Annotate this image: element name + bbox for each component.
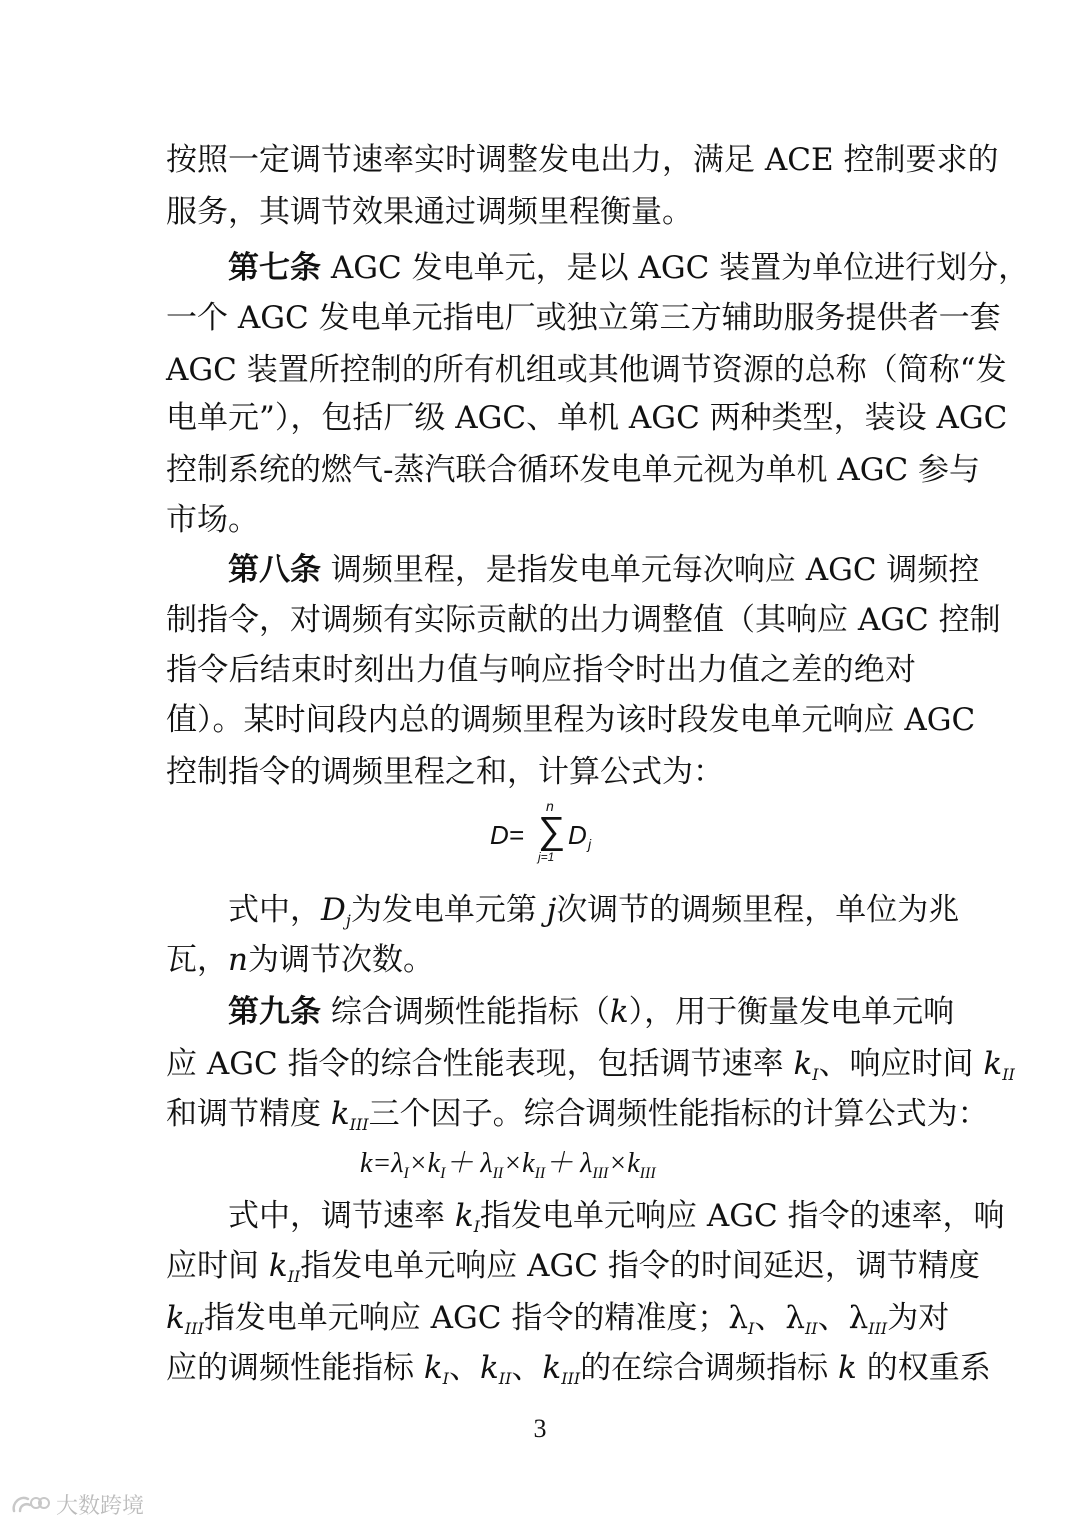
var-n: n (228, 942, 248, 978)
formula-part: ×k (503, 1148, 535, 1179)
article-9-line-2 (166, 1044, 1015, 1095)
article-7-label: 第七条 (228, 250, 321, 286)
text-line: 按照一定调节速率实时调整发电出力，满足 ACE 控制要求的 (166, 142, 999, 178)
subscript: III (561, 1369, 581, 1388)
separator: 、 (511, 1350, 543, 1386)
text-span: 调频里程，是指发电单元每次响应 AGC 调频控 (330, 552, 980, 588)
text-line: 一个 AGC 发电单元指电厂或独立第三方辅助服务提供者一套 (166, 300, 1001, 336)
watermark-text: 大数跨境 (56, 1493, 145, 1519)
subscript: II (534, 1165, 546, 1182)
subscript: III (184, 1319, 204, 1338)
var-d-subscript: j (345, 911, 351, 930)
text-line: 控制系统的燃气-蒸汽联合循环发电单元视为单机 AGC 参与 (166, 452, 981, 488)
article-9-line-3 (166, 1094, 989, 1145)
separator: 、 (448, 1350, 480, 1386)
sum-lower-limit: j=1 (538, 850, 555, 864)
var-d: D (321, 892, 346, 928)
subscript: II (1002, 1065, 1015, 1084)
var-k: k (166, 1300, 185, 1336)
text-span: 式中，调节速率 (228, 1198, 455, 1234)
text-span: 应的调频性能指标 (166, 1350, 424, 1386)
definition-2-line-2 (166, 1246, 980, 1297)
subscript: I (812, 1065, 819, 1084)
var-j: j (546, 892, 557, 928)
text-span: 三个因子。综合调频性能指标的计算公式为： (368, 1096, 989, 1132)
text-line: 制指令，对调频有实际贡献的出力调整值（其响应 AGC 控制 (166, 602, 1001, 638)
lambda-symbol: λ (785, 1300, 805, 1336)
watermark-logo-icon (10, 1491, 50, 1517)
var-k: k (838, 1350, 857, 1386)
subscript: III (868, 1319, 888, 1338)
text-span: 瓦， (166, 942, 228, 978)
text-span: 式中， (228, 892, 321, 928)
text-span: 指发电单元响应 AGC 指令的速率，响 (479, 1198, 1005, 1234)
subscript: II (498, 1369, 512, 1388)
var-k: k (423, 1350, 443, 1386)
watermark (10, 1488, 144, 1520)
subscript: II (492, 1165, 504, 1182)
text-span: 次调节的调频里程，单位为兆 (556, 892, 960, 928)
subscript: I (473, 1217, 480, 1236)
text-span: 的权重系 (856, 1350, 991, 1386)
lambda-symbol: λ (728, 1300, 748, 1336)
subscript: I (442, 1369, 449, 1388)
text-span: 为对 (887, 1300, 950, 1336)
subscript: III (592, 1165, 609, 1182)
sum-term: D (568, 820, 587, 850)
lambda-symbol: λ (848, 1300, 869, 1336)
formula-part: ＋ λ (445, 1148, 493, 1179)
article-7-first-line (228, 248, 1030, 288)
text-span: ），用于衡量发电单元响 (628, 994, 955, 1030)
text-line: AGC 装置所控制的所有机组或其他调节资源的总称（简称“发 (166, 352, 1007, 388)
text-line: 服务，其调节效果通过调频里程衡量。 (166, 194, 693, 230)
text-span: 综合调频性能指标（ (330, 994, 610, 1030)
text-span: 为发电单元第 (350, 892, 547, 928)
subscript: II (287, 1267, 301, 1286)
subscript: III (639, 1165, 656, 1182)
text-line: 指令后结束时刻出力值与响应指令时出力值之差的绝对 (166, 652, 916, 688)
sum-term-subscript: j (588, 836, 592, 852)
var-k: k (330, 1096, 350, 1132)
var-k: k (479, 1350, 499, 1386)
mileage-formula (490, 800, 610, 870)
definition-1-line-1 (228, 890, 960, 941)
subscript: II (804, 1319, 818, 1338)
text-line: 值）。某时间段内总的调频里程为该时段发电单元响应 AGC (166, 702, 976, 738)
var-k: k (609, 994, 629, 1030)
var-k: k (454, 1198, 474, 1234)
performance-formula (360, 1144, 780, 1194)
definition-2-line-3 (166, 1298, 950, 1349)
formula-part: k=λ (360, 1148, 404, 1179)
var-k: k (268, 1248, 288, 1284)
formula-part: ×k (608, 1148, 640, 1179)
definition-2-line-1 (228, 1196, 1005, 1247)
formula-part: ×k (408, 1148, 441, 1179)
sum-upper-limit: n (546, 798, 554, 814)
article-9-label: 第九条 (228, 994, 321, 1030)
definition-2-line-4 (166, 1348, 991, 1399)
article-9-first-line (228, 992, 955, 1032)
separator: 、 (817, 1300, 849, 1336)
text-line: 电单元”），包括厂级 AGC、单机 AGC 两种类型，装设 AGC (166, 400, 1008, 436)
subscript: I (403, 1165, 409, 1182)
formula-part: ＋ λ (545, 1148, 593, 1179)
page-number: 3 (533, 1414, 547, 1443)
text-span: 和调节精度 (166, 1096, 331, 1132)
text-span: 为调节次数。 (247, 942, 434, 978)
article-8-label: 第八条 (228, 552, 321, 588)
sigma-symbol: ∑ (538, 810, 566, 852)
article-8-first-line (228, 550, 980, 590)
text-span: 指发电单元响应 AGC 指令的精准度； (203, 1300, 729, 1336)
text-span: 、响应时间 (818, 1046, 984, 1082)
subscript: III (349, 1115, 369, 1134)
text-line: 市场。 (166, 502, 259, 538)
subscript: I (440, 1165, 446, 1182)
var-k: k (983, 1046, 1003, 1082)
subscript: I (748, 1319, 755, 1338)
separator: 、 (754, 1300, 786, 1336)
text-span: 应时间 (166, 1248, 269, 1284)
text-span: 指发电单元响应 AGC 指令的时间延迟，调节精度 (300, 1248, 980, 1284)
var-k: k (793, 1046, 813, 1082)
formula-lhs: D= (490, 820, 524, 850)
text-line: 控制指令的调频里程之和，计算公式为： (166, 754, 724, 790)
definition-1-line-2 (166, 940, 916, 980)
text-span: 应 AGC 指令的综合性能表现，包括调节速率 (166, 1046, 794, 1082)
text-span: 的在综合调频指标 (580, 1350, 839, 1386)
var-k: k (542, 1350, 562, 1386)
text-span: AGC 发电单元，是以 AGC 装置为单位进行划分， (330, 250, 1030, 286)
